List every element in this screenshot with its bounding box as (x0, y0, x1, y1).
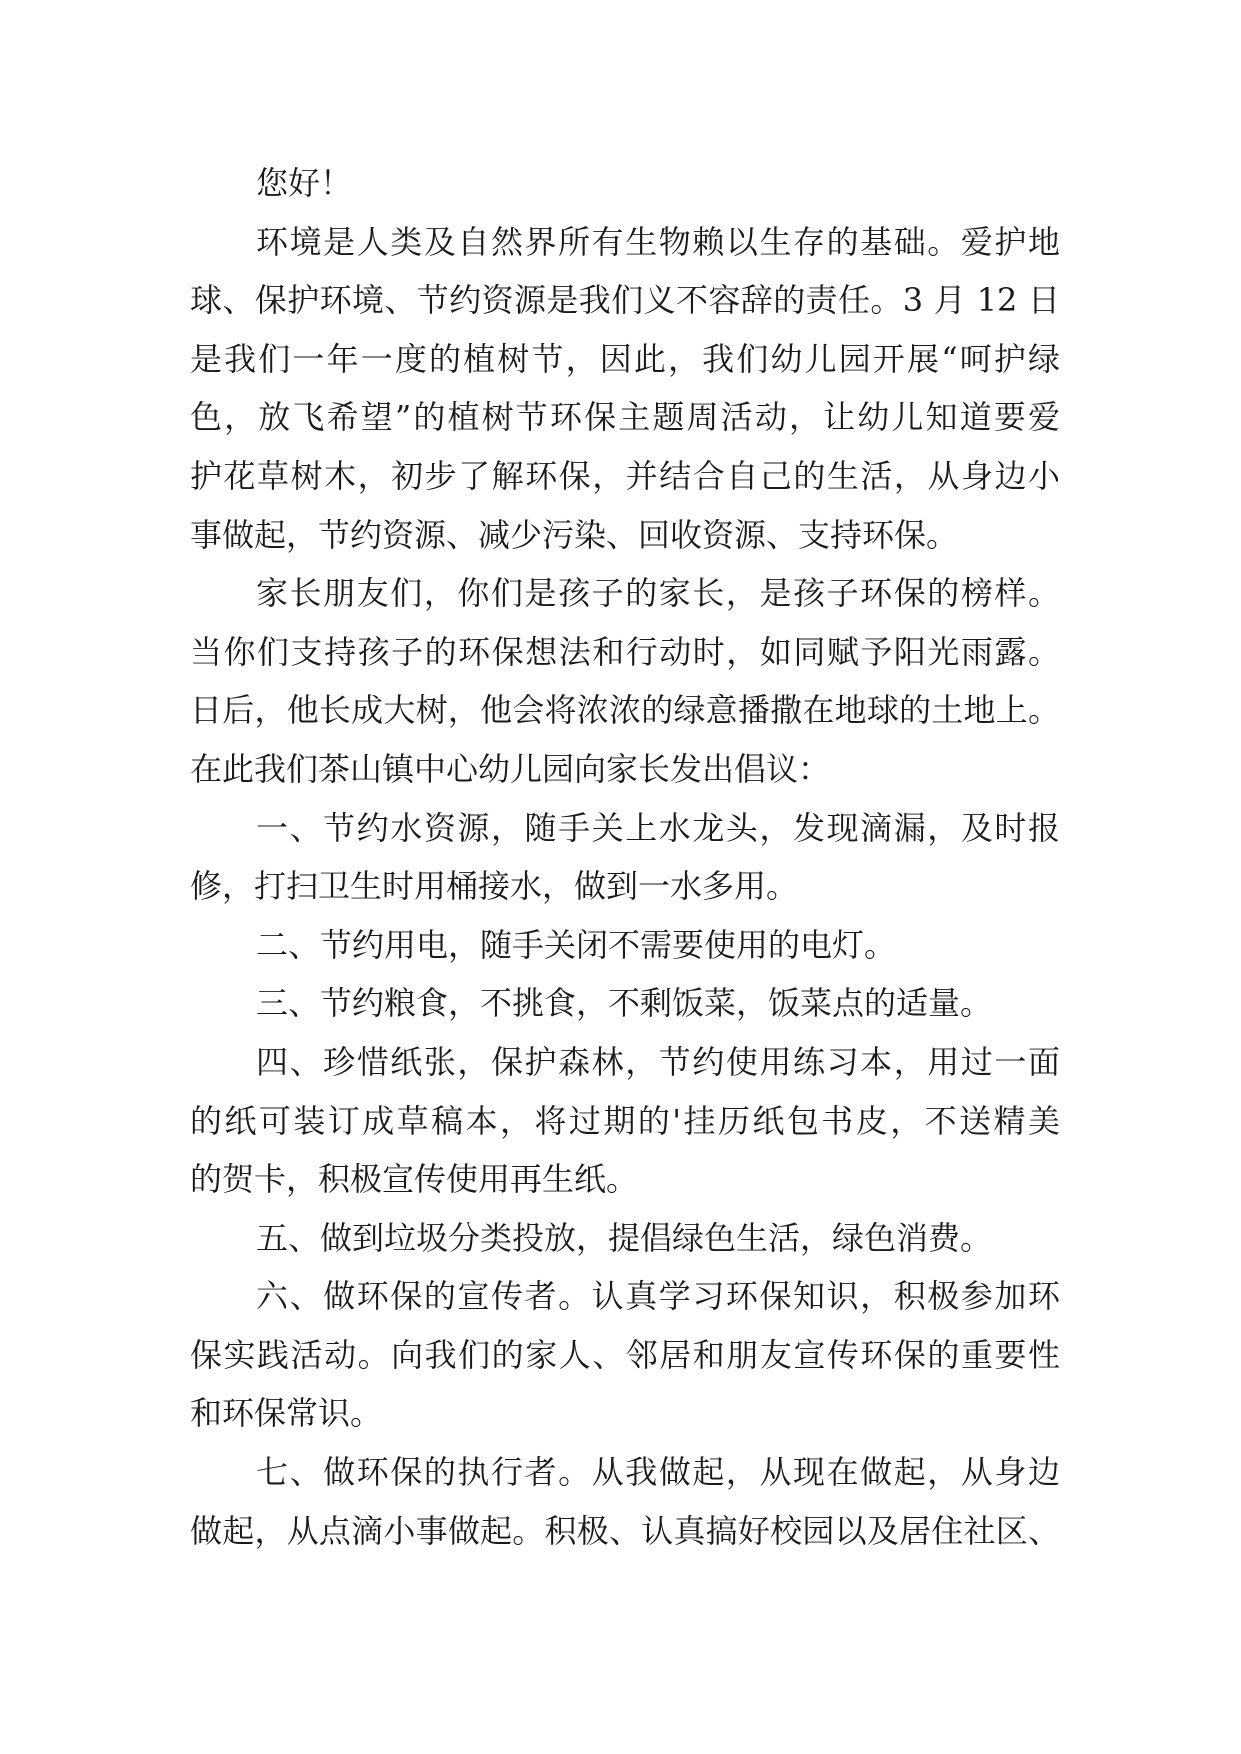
paragraph-line: 家长朋友们，你们是孩子的家长，是孩子环保的榜样。 (256, 574, 1060, 613)
paragraph-line: 当你们支持孩子的环保想法和行动时，如同赋予阳光雨露。 (190, 632, 1060, 671)
proposal-item-line: 一、节约水资源，随手关上水龙头，发现滴漏，及时报 (256, 808, 1060, 847)
paragraph-line: 球、保护环境、节约资源是我们义不容辞的责任。3 月 12 日 (190, 281, 1060, 320)
paragraph-line: 环境是人类及自然界所有生物赖以生存的基础。爱护地 (256, 222, 1060, 261)
proposal-item-line: 七、做环保的执行者。从我做起，从现在做起，从身边 (256, 1453, 1060, 1492)
proposal-item-line: 五、做到垃圾分类投放，提倡绿色生活，绿色消费。 (256, 1218, 993, 1257)
paragraph-line: 在此我们茶山镇中心幼儿园向家长发出倡议： (190, 749, 831, 788)
paragraph-line: 色，放飞希望”的植树节环保主题周活动，让幼儿知道要爱 (190, 398, 1060, 437)
greeting-line: 您好！ (256, 164, 353, 202)
proposal-item-line: 做起，从点滴小事做起。积极、认真搞好校园以及居住社区、 (190, 1511, 1060, 1550)
proposal-item-line: 六、做环保的宣传者。认真学习环保知识，积极参加环 (256, 1277, 1060, 1316)
paragraph-line: 护花草树木，初步了解环保，并结合自己的生活，从身边小 (190, 456, 1060, 495)
proposal-item-line: 保实践活动。向我们的家人、邻居和朋友宣传环保的重要性 (190, 1335, 1060, 1374)
paragraph-line: 日后，他长成大树，他会将浓浓的绿意播撒在地球的土地上。 (190, 691, 1060, 730)
proposal-item-line: 的纸可装订成草稿本，将过期的'挂历纸包书皮，不送精美 (190, 1101, 1060, 1140)
proposal-item-line: 的贺卡，积极宣传使用再生纸。 (190, 1160, 639, 1199)
paragraph-line: 事做起，节约资源、减少污染、回收资源、支持环保。 (190, 515, 959, 554)
proposal-item-line: 和环保常识。 (190, 1394, 383, 1433)
paragraph-line: 是我们一年一度的植树节，因此，我们幼儿园开展“呵护绿 (190, 339, 1060, 378)
proposal-item-line: 四、珍惜纸张，保护森林，节约使用练习本，用过一面 (256, 1042, 1060, 1081)
proposal-item-line: 修，打扫卫生时用桶接水，做到一水多用。 (190, 867, 799, 906)
document-body (190, 154, 1060, 1560)
proposal-item-line: 二、节约用电，随手关闭不需要使用的电灯。 (256, 925, 897, 964)
proposal-item-line: 三、节约粮食，不挑食，不剩饭菜，饭菜点的适量。 (256, 984, 993, 1023)
